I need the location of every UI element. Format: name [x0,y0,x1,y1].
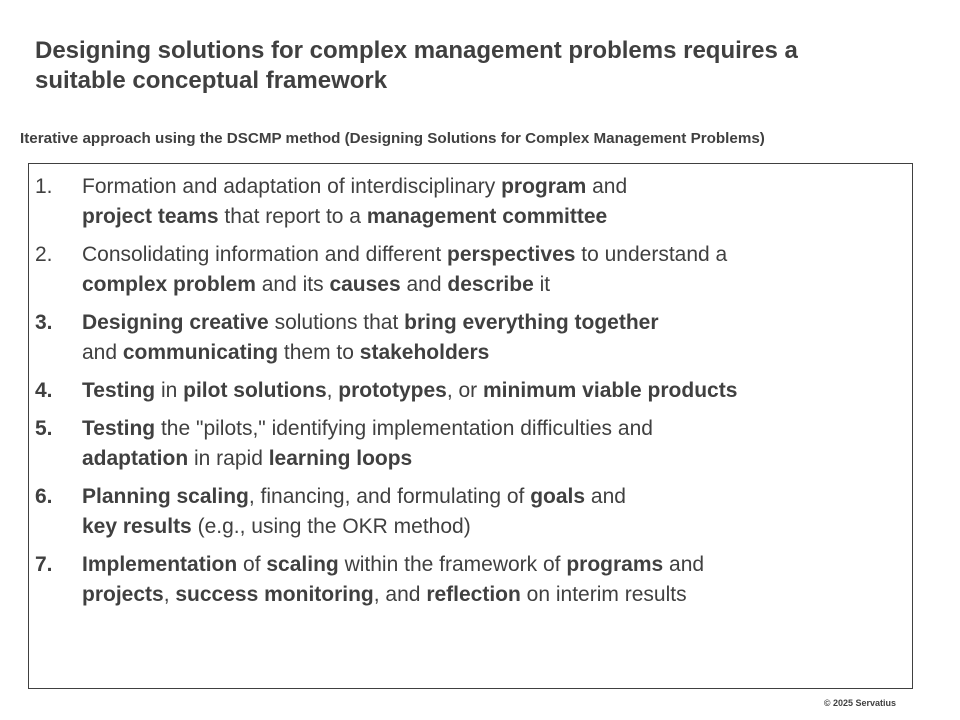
step-number: 4. [35,379,53,402]
step-item [35,376,737,406]
step-item [35,550,737,610]
step-line [82,482,626,512]
emphasis-text: pilot solutions [183,379,327,402]
slide-title-line-1: Designing solutions for complex management problems requires a [35,37,798,64]
emphasis-text: management committee [366,205,608,228]
emphasis-text: Implementation [82,553,238,576]
step-line [82,202,627,232]
emphasis-text: causes [329,273,401,296]
steps-list [35,172,737,618]
body-text: it [533,273,551,296]
step-line [82,270,727,300]
emphasis-text: goals [530,485,586,508]
body-text: them to [278,341,360,364]
body-text: , [163,583,176,606]
emphasis-text: bring everything together [404,311,659,334]
emphasis-text: Planning scaling [82,485,249,508]
body-text: Formation and adaptation of interdisciplinary [82,175,502,198]
step-line [82,414,653,444]
steps-box [28,163,913,689]
body-text: to understand a [575,243,728,266]
body-text: , [326,379,339,402]
body-text: and its [255,273,330,296]
body-text: on interim results [520,583,687,606]
body-text: the "pilots," identifying implementation difficulties and [155,417,653,440]
step-line [82,444,653,474]
body-text: and [663,553,705,576]
body-text: that report to a [218,205,367,228]
step-item [35,308,737,368]
emphasis-text: success monitoring [175,583,374,606]
emphasis-text: key results [82,515,192,538]
emphasis-text: programs [566,553,664,576]
step-number: 6. [35,485,53,508]
emphasis-text: Testing [82,417,156,440]
emphasis-text: learning loops [268,447,413,470]
slide-subtitle: Iterative approach using the DSCMP method (Designing Solutions for Complex Management Problems) [20,130,765,147]
step-line [82,512,626,542]
step-number: 5. [35,417,53,440]
step-line [82,338,659,368]
body-text: and [586,175,628,198]
emphasis-text: minimum viable products [483,379,738,402]
body-text: solutions that [268,311,405,334]
emphasis-text: perspectives [447,243,576,266]
emphasis-text: project teams [82,205,219,228]
body-text: , or [446,379,483,402]
body-text: , financing, and formulating of [248,485,531,508]
emphasis-text: adaptation [82,447,189,470]
step-line [82,580,704,610]
emphasis-text: communicating [122,341,279,364]
body-text: and [400,273,448,296]
body-text: (e.g., using the OKR method) [191,515,471,538]
step-item [35,482,737,542]
emphasis-text: Designing creative [82,311,269,334]
emphasis-text: complex problem [82,273,256,296]
step-line [82,172,627,202]
body-text: within the framework of [338,553,567,576]
body-text: in [155,379,184,402]
step-line [82,308,659,338]
step-number: 7. [35,553,53,576]
emphasis-text: Testing [82,379,156,402]
body-text: , and [373,583,427,606]
step-line [82,550,704,580]
step-line [82,376,737,406]
emphasis-text: prototypes [338,379,447,402]
slide-title-line-2: suitable conceptual framework [35,67,388,94]
step-line [82,240,727,270]
step-number: 3. [35,311,53,334]
body-text: Consolidating information and different [82,243,448,266]
step-number: 1. [35,175,53,198]
body-text: of [237,553,267,576]
body-text: and [82,341,123,364]
copyright-footer: © 2025 Servatius [823,698,896,708]
step-item [35,240,737,300]
step-item [35,414,737,474]
emphasis-text: reflection [426,583,521,606]
step-item [35,172,737,232]
emphasis-text: stakeholders [359,341,490,364]
emphasis-text: projects [82,583,164,606]
slide-title [35,36,915,96]
step-number: 2. [35,243,53,266]
body-text: in rapid [188,447,269,470]
emphasis-text: program [501,175,587,198]
body-text: and [585,485,626,508]
emphasis-text: describe [447,273,534,296]
emphasis-text: scaling [266,553,339,576]
